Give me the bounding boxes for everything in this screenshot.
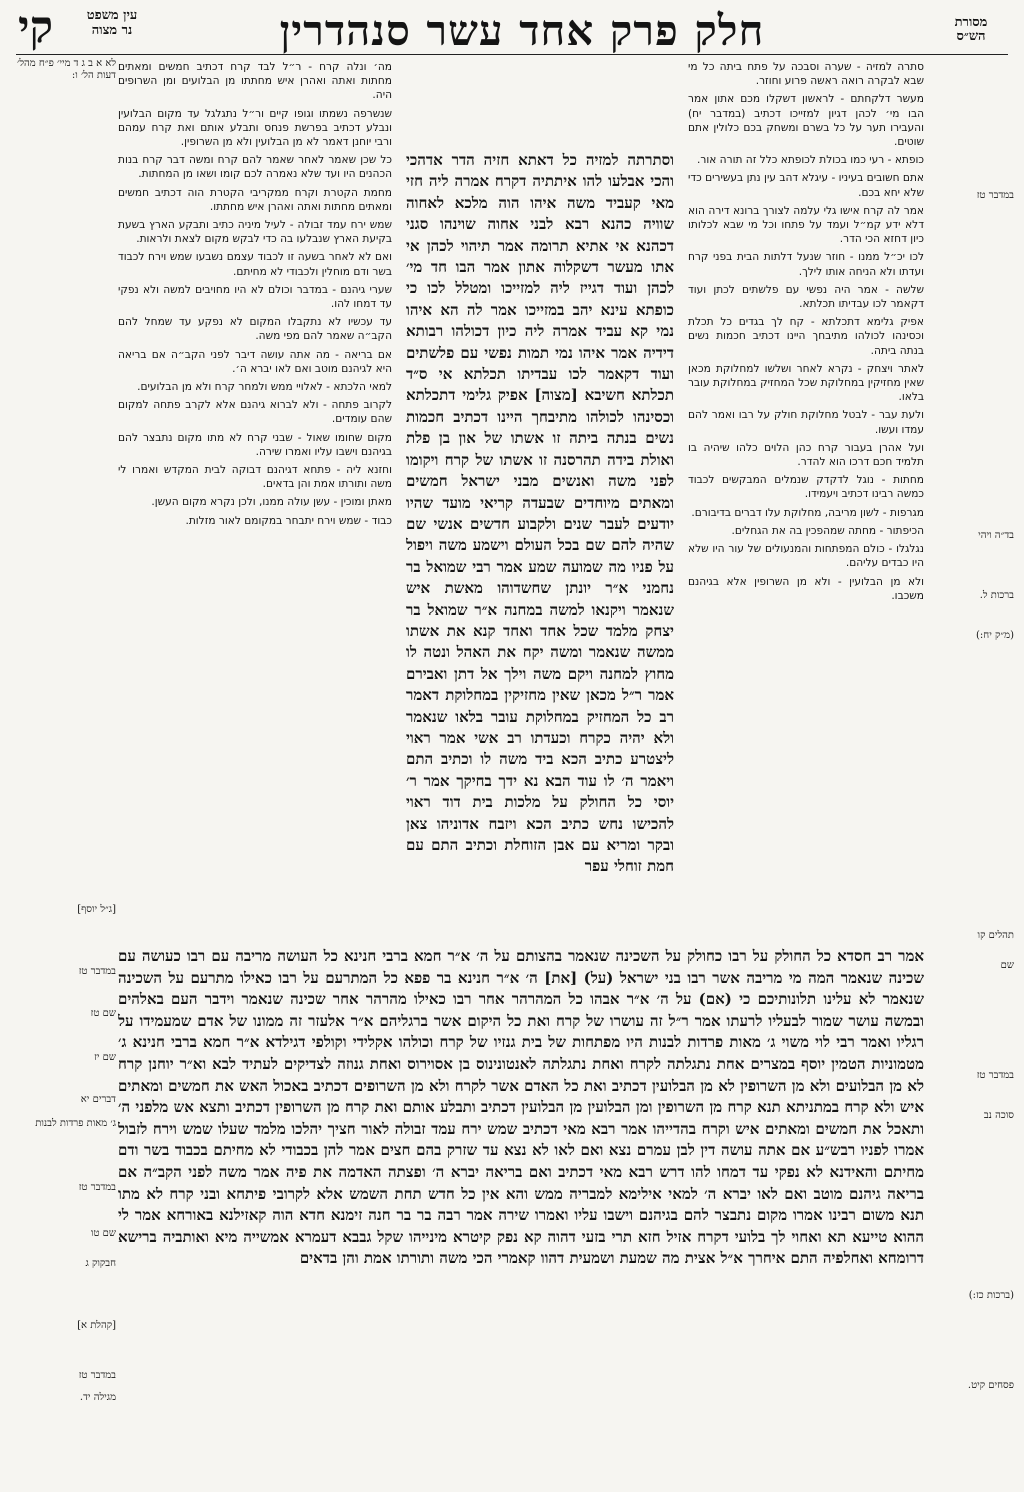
margin-note: חבקוק ג [85, 1258, 116, 1269]
margin-note: שם יז [94, 1052, 116, 1063]
margin-note: (ברכות כז:) [968, 1290, 1014, 1301]
margin-note: שם טו [90, 1228, 116, 1239]
margin-note: [קהלת א] [77, 1320, 116, 1331]
rashi-paragraph: אמר לה קרח אישו גלי עלמה לצורך ברונא דירה הוא דלא ידע קמ״ל ועמד על פתחו וכל מי שבא לכלותו כיון דחזא הכי הדר. [688, 204, 924, 246]
gemara-text-top [406, 150, 674, 1030]
margin-note: ברכות ל. [979, 590, 1014, 601]
rashi-commentary [688, 60, 924, 940]
gemara-paragraph: וסתרתה למזיה כל דאתא חזיה הדר אדהכי והכי אבלעו להו איתתיה דקרח אמרה ליה חזי מאי קעביד משה איהו הוה מלכא לאחוה שוויה כהנא רבא לבני אחוה שוינהו סגני דכהנא אי אתיא תרומה אמר תיהוי לכהן אי אתו מעשר דשקלוה אתון אמר הבו חד מי׳ לכהן ועוד דגייז ליה למזייכו ומטלל לכו כי כופתא עינא יהב במזייכו אמר לה הא איהו נמי קא עביד אמרה ליה כיון דכולהו רבותא דידיה אמר איהו נמי תמות נפשי עם פלשתים ועוד דקאמר לכו עבדיתו תכלתא אי ס״ד תכלתא חשיבא [מצוה] אפיק גלימי דתכלתא וכסינהו לכולהו מתיבחך היינו דכתיב חכמות נשים בנתה ביתה זו אשתו של און בן פלת ואולת בידה תהרסנה זו אשתו של קרח ויקומו לפני משה ואנשים מבני ישראל חמשים ומאתים מיוחדים שבעדה קריאי מועד שהיו יודעים לעבר שנים ולקבוע חדשים אנשי שם שהיה להם שם בכל העולם וישמע משה ויפול על פניו מה שמועה שמע אמר רבי שמואל בר נחמני א״ר יונתן שחשדוהו מאשת איש שנאמר ויקנאו למשה במחנה א״ר שמואל בר יצחק מלמד שכל אחד ואחד קנא את אשתו ממשה שנאמר ומשה יקח את האהל ונטה לו מחוץ למחנה ויקם משה וילך אל דתן ואבירם אמר ר״ל מכאן שאין מחזיקין במחלוקת דאמר רב כל המחזיק במחלוקת עובר בלאו שנאמר ולא יהיה כקרח וכעדתו רב אשי אמר ראוי ליצטרע כתיב הכא ביד משה לו וכתיב התם ויאמר ה׳ לו עוד הבא נא ידך בחיקך אמר ר׳ יוסי כל החולק על מלכות בית דוד ראוי להכישו נחש כתיב הכא ויזבח אדוניהו צאן ובקר ומריא עם אבן הזוחלת וכתיב התם עם חמת זוחלי עפר [406, 151, 674, 876]
rashi-paragraph: ולעת עבר - לבטל מחלוקת חולק על רבו ואמר להם עמדו ועשו. [688, 409, 924, 436]
rashi-paragraph: אתם חשובים בעיניו - עיגלא דהב עין נתן בעשירים כדי שלא יחא בכם. [688, 172, 924, 199]
margin-note: פסחים קיט. [967, 1380, 1014, 1391]
rashi-paragraph: סתרה למזיה - שערה וסבכה על פתח ביתה כל מי שבא לבקרה רואה ראשה פרוע וחוזר. [688, 61, 924, 88]
left-margin-notes [6, 58, 116, 1478]
tosafot-paragraph: לקרוב פתחה - ולא לברוא גיהנם אלא לקרב פתחה למקום שהם עומדים. [118, 399, 392, 426]
margin-note: לא א ב ג ד מיי׳ פ״ח מהל׳ דעות הל׳ ו: [17, 58, 116, 81]
rashi-paragraph: אפיק גלימא דתכלתא - קח לך בגדים כל תכלת וכסינהו לכולהו מתיבחך היינו דכתיב חכמות נשים בנתה ביתה. [688, 316, 924, 357]
masoret-hashas-label: מסורת הש״ס [954, 15, 988, 44]
page-number: קי [18, 2, 54, 53]
rashi-paragraph: לכו יכ״ל ממנו - חוזר שנעל דלתות הבית בפני קרח ועדתו ולא הניחה אותו לילך. [688, 251, 924, 278]
rashi-paragraph: כופתא - רעי כמו בכולת לכופתא כלל זה תורה אור. [696, 154, 924, 167]
page-title: חלק פרק אחד עשר סנהדרין [279, 6, 765, 55]
rashi-paragraph: נגלגלו - כולם המפתחות והמנעולים של עור היו שלא היו כבדים עליהם. [688, 543, 924, 570]
tosafot-commentary [118, 60, 392, 940]
rashi-paragraph: ועל אהרן בעבור קרח כהן הלוים כלהו שיהיה בו תלמיד חכם דרכו הוא להדר. [688, 441, 924, 469]
margin-note: דברים יא [80, 1094, 116, 1105]
rashi-paragraph: מגרפות - לשון מריבה, מחלוקת עלו דברים בדיבורם. [691, 506, 924, 519]
tosafot-paragraph: אם בריאה - מה אתה עושה דיבר לפני הקב״ה אם בריאה היא לגיהנם מוטב ואם לאו יברא ה׳. [118, 348, 392, 375]
gemara-text-bottom [118, 946, 924, 1476]
margin-note: במדבר טז [976, 190, 1014, 201]
rashi-paragraph: מעשר דלקחתם - לראשון דשקלו מכם אתון אמר הבו מי׳ לכהן דגיון למזייכו דכתיב (במדבר יח) והעבירו תער על כל בשרם ומשחק בכם כלולין אתם שוטים. [688, 93, 924, 149]
tosafot-paragraph: שנשרפה נשמתו וגופו קיים ור״ל נתגלגל עד מקום הבלועין ונבלע דכתיב בפרשת פנחס ותבלע אותם ואת קרח עמהם ורבי יוחנן דאמר לא מן הבלועין ולא מן השרופין. [118, 107, 392, 149]
tosafot-paragraph: מחמת הקטרת וקרח ממקריבי הקטרת הוה דכתיב חמשים ומאתים מחתות ואתה ואהרן איש מחתתו. [118, 186, 392, 213]
right-margin-notes [930, 60, 1020, 1480]
margin-note: סוכה נב [983, 1110, 1014, 1121]
margin-note: שם [1000, 960, 1014, 971]
margin-note: במדבר טז [78, 1370, 116, 1381]
header-rule [16, 54, 1008, 55]
margin-note: תהלים קו [977, 930, 1014, 941]
tosafot-paragraph: מאתן ומוכין - עשן עולה ממנו, ולכן נקרא מקום העשן. [151, 496, 392, 509]
rashi-paragraph: לאתר ויצחק - נקרא לאחר ושלשו למחלוקת מכאן שאין מחזיקין במחלוקת שכל המחזיק במחלוקת עובר בלאו. [688, 362, 924, 404]
tosafot-paragraph: עד עכשיו לא נתקבלו המקום לא נפקע עד שמחל להם הקב״ה שאמר להם מפי משה. [118, 316, 392, 343]
margin-note: במדבר טז [78, 966, 116, 977]
margin-note: ג׳ מאות פרדות לבנות [35, 1118, 116, 1129]
tosafot-paragraph: מקום שחומו שאול - שבני קרח לא מתו מקום נתבצר להם בגיהנם וישבו עליו ואמרו שירה. [118, 431, 392, 458]
page-header [0, 0, 1024, 60]
tosafot-paragraph: שמש ירח עמד זבולה - לעיל מיניה כתיב ותבקע הארץ בשעת בקיעת הארץ שנבלעו בה כדי לבקש מקום לצאת ולראות. [118, 219, 392, 246]
tosafot-paragraph: וחזנא ליה - פתחא דגיהנם דבוקה לבית המקדש ואמרו לי משה ותורתו אמת והן בדאים. [118, 464, 392, 491]
gemara-paragraph: אמר רב חסדא כל החולק על רבו כחולק על השכינה שנאמר בהצותם על ה׳ א״ר חמא ברבי חנינא כל העושה מריבה עם רבו כעושה עם שכינה שנאמר המה מי מריבה אשר רבו בני ישראל (על) [את] ה׳ א״ר חנינא בר פפא כל המתרעם על רבו כאילו מתרעם על השכינה שנאמר לא עלינו תלונותיכם כי (אם) על ה׳ א״ר אבהו כל המהרהר אחר רבו כאילו מהרהר אחר שכינה שנאמר וידבר העם באלהים ובמשה עושר שמור לבעליו לרעתו אמר ר״ל זה עושרו של קרח ואת כל היקום אשר ברגליהם א״ר אלעזר זה ממונו של אדם שמעמידו על רגליו ואמר רבי לוי משוי ג׳ מאות פרדות לבנות היו מפתחות של בית גנזיו של קרח וכולהו אקלידי וקולפי דגילדא א״ר חמא ברבי חנינא ג׳ מטמוניות הטמין יוסף במצרים אחת נתגלתה לקרח ואחת נתגלתה לאנטונינוס בן אסוירוס ואחת גנוזה לצדיקים לעתיד לבא וא״ר יוחנן קרח לא מן הבלועים ולא מן השרופין לא מן הבלועין דכתיב ואת כל האדם אשר לקרח ולא מן השרופים דכתיב באכול האש את חמשים ומאתים איש ולא קרח במתניתא תנא קרח מן השרופין ומן הבלועין מן הבלועין דכתיב ותבלע אותם ואת קרח מן השרופין דכתיב ותצא אש מלפני ה׳ ותאכל את חמשים ומאתים איש וקרח בהדייהו אמר רבא מאי דכתיב שמש ירח עמד זבולה לאור חציך יהלכו מלמד שעלו שמש וירח לזבול אמרו לפניו רבש״ע אם אתה עושה דין לבן עמרם נצא ואם לאו לא נצא עד שזרק בהם חצים אמר להן בכבודי לא מחיתם בכבוד בשר ודם מחיתם והאידנא לא נפקי עד דמחו להו דרש רבא מאי דכתיב ואם בריאה יברא ה׳ ופצתה האדמה את פיה אמר משה לפני הקב״ה אם בריאה גיהנם מוטב ואם לאו יברא ה׳ למאי אילימא למבריה ממש והא אין כל חדש תחת השמש אלא לקרובי פיתחא ובני קרח לא מתו תנא משום רבינו אמרו מקום נתבצר להם בגיהנם וישבו עליו ואמרו שירה אמר רבה בר בר חנה זימנא חדא הוה קאזילנא באורחא אמר לי ההוא טייעא תא ואחוי לך בלועי דקרח אזיל חזא תרי בזעי דהוה קא נפק קיטרא מינייהו שקל גבבא דעמרא אמשייה מיא ואותביה ברישא דרומחא ואחלפיה התם איחרך א״ל אצית מה שמעת ושמעית דהוו קאמרי הכי משה ותורתו אמת והן בדאים [118, 947, 924, 1268]
tosafot-paragraph: ואם לא לאחר בשעה זו לכבוד עצמם נשבעו שמש וירח לכבוד בשר ודם מוחלין ולכבודי לא מחיתם. [118, 251, 392, 278]
tosafot-paragraph: כל שכן שאמר לאחר שאמר להם קרח ומשה דבר קרח בנות הכהנים היו ועד שלא נאמרה לכם קומו ושאו מן המחתות. [118, 154, 392, 181]
rashi-paragraph: ולא מן הבלועין - ולא מן השרופין אלא בגיהנם משכבו. [688, 575, 924, 602]
margin-note: שם טז [90, 1008, 116, 1019]
rashi-paragraph: הכיפתור - מחתה שמהפכין בה את הגחלים. [731, 524, 924, 537]
margin-note: במדבר טז [976, 1070, 1014, 1081]
tosafot-paragraph: מה׳ ונלה קרח - ר״ל לבד קרח דכתיב חמשים ומאתים מחתות ואתה ואהרן איש מחתתו מן הבלועים ומן השרופים היה. [118, 61, 392, 102]
ein-mishpat-label: עין משפט נר מצוה [86, 8, 138, 38]
margin-note: [ג״ל יוסף] [77, 904, 116, 915]
margin-note: בד״ה ויהי [978, 530, 1014, 541]
rashi-paragraph: שלשה - אמר היה נפשי עם פלשתים לכתן ועוד דקאמר לכו עבדיתו תכלתא. [688, 283, 924, 311]
tosafot-paragraph: שערי גיהנם - במדבר וכולם לא היו מחויבים למשה ולא נפקי עד דמחו להו. [118, 283, 392, 311]
rashi-paragraph: מחתות - נוגל לדקדק שנמלים המבקשים לכבוד כמשה רבינו דכתיב ויעמידו. [688, 474, 924, 501]
tosafot-paragraph: כבוד - שמש וירח יתבחר במקומם לאור מזלות. [185, 514, 392, 527]
tosafot-paragraph: למאי הלכתא - לאלויי ממש ולמחר קרח ולא מן הבלועים. [137, 381, 392, 394]
margin-note: מגילה יד. [79, 1392, 116, 1403]
margin-note: במדבר טז [78, 1182, 116, 1193]
margin-note: (מ״ק יח:) [976, 630, 1014, 641]
